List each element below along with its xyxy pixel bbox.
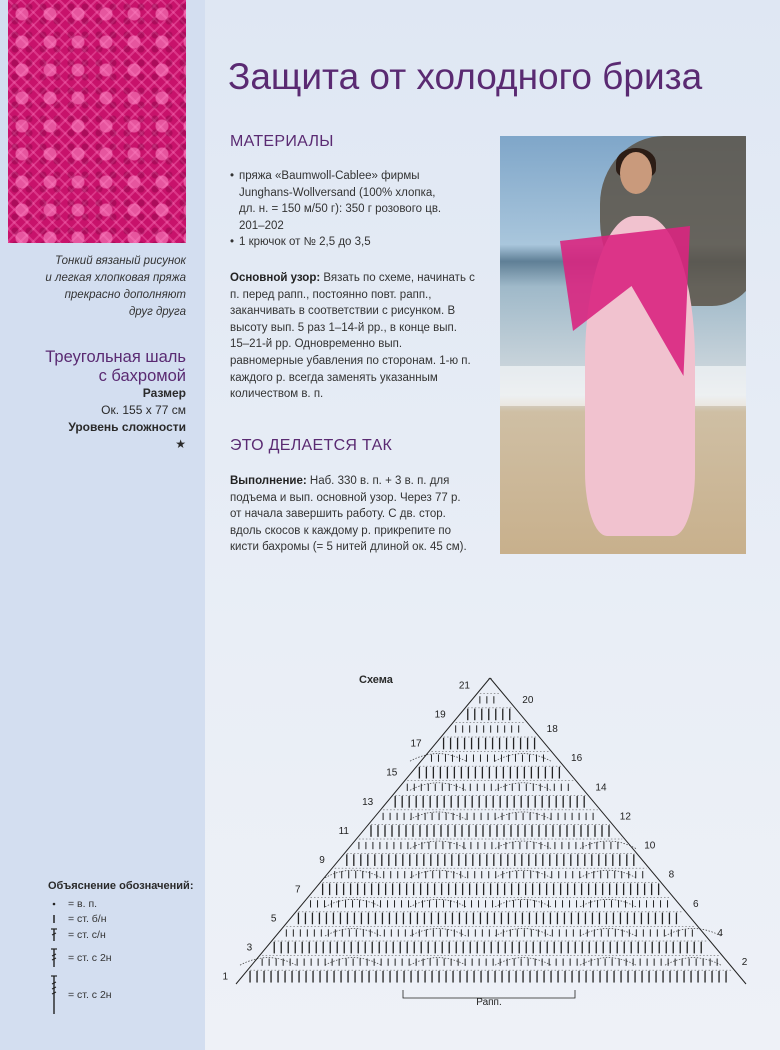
legend-item	[48, 948, 112, 968]
row-number-right: 14	[595, 782, 607, 794]
row-number-right: 18	[546, 724, 558, 735]
repeat-label: Рапп.	[476, 997, 502, 1008]
legend-item	[48, 898, 97, 910]
row-number-left: 11	[338, 826, 349, 837]
size-label: Размер	[142, 386, 186, 400]
caption-line: и легкая хлопковая пряжа	[45, 272, 186, 284]
materials-item: • 1 крючок от № 2,5 до 3,5	[230, 234, 445, 251]
row-number-right: 16	[571, 753, 583, 765]
row-number-left: 15	[386, 767, 398, 779]
page-title: Защита от холодного бриза	[228, 56, 703, 97]
howto-body: Наб. 330 в. п. + 3 в. п. для подъема и вып. основной узор. Через 77 р. от начала завершить работу. С дв. стор. вдоль скосов к каждому р. прикрепите по кисти бахромы (= 5 нитей длиной ок. 45 см).	[230, 475, 467, 554]
row-number-right: 2	[741, 957, 748, 969]
legend-text: = ст. б/н	[68, 913, 107, 925]
materials-heading: МАТЕРИАЛЫ	[230, 133, 334, 150]
single-crochet-icon	[48, 913, 68, 925]
legend-text: = ст. с 2н	[68, 951, 112, 964]
legend-item	[48, 928, 106, 942]
difficulty-star-icon: ★	[175, 437, 186, 451]
row-number-left: 17	[410, 738, 422, 750]
legend-title: Объяснение обозначений:	[48, 880, 194, 892]
main-pattern-label: Основной узор:	[230, 272, 321, 284]
row-number-right: 6	[692, 898, 699, 910]
shawl-title-line: с бахромой	[98, 367, 186, 385]
chart-title: Схема	[359, 674, 393, 686]
row-number-left: 21	[458, 680, 470, 692]
legend-text: = ст. с/н	[68, 928, 106, 941]
howto-label: Выполнение:	[230, 475, 307, 487]
double-treble-crochet-icon	[48, 975, 68, 1015]
row-number-right: 12	[619, 811, 631, 823]
chain-arc	[580, 958, 636, 966]
row-number-left: 3	[246, 942, 253, 954]
chain-arc	[325, 929, 381, 937]
chart-right-edge	[490, 678, 746, 984]
caption-line: друг друга	[128, 306, 186, 318]
chain-arc	[410, 841, 466, 849]
chain-arc	[665, 929, 721, 937]
legend-text: = в. п.	[68, 898, 98, 910]
chain-arc	[325, 870, 381, 878]
double-crochet-icon	[48, 928, 68, 942]
row-number-left: 13	[362, 796, 374, 808]
shawl-title-line: Треугольная шаль	[45, 348, 186, 366]
howto-heading: ЭТО ДЕЛАЕТСЯ ТАК	[230, 437, 393, 454]
shawl-title	[20, 348, 186, 386]
row-number-left: 7	[295, 884, 301, 896]
row-number-right: 10	[644, 840, 656, 852]
howto-text	[230, 473, 468, 556]
main-pattern-text	[230, 270, 475, 403]
row-number-right: 4	[717, 928, 723, 939]
row-number-left: 9	[319, 855, 325, 867]
chain-arc	[495, 783, 551, 791]
row-number-left: 19	[434, 709, 446, 721]
chain-arc	[580, 899, 636, 907]
materials-list	[230, 168, 445, 251]
chain-arc	[495, 841, 551, 849]
chain-arc	[410, 958, 466, 966]
materials-item: • пряжа «Baumwoll-Cablee» фирмы Junghans-Wollversand (100% хлопка, дл. н. = 150 м/50 г): 350 г розового цв. 201–202	[230, 168, 445, 234]
chain-dot-icon	[48, 898, 68, 910]
legend-text: = ст. с 2н	[68, 988, 112, 1001]
chain-arc	[665, 958, 721, 966]
chain-arc	[495, 870, 551, 878]
size-value: Ок. 155 x 77 см	[101, 403, 186, 417]
row-number-left: 5	[270, 913, 277, 925]
chain-arc	[240, 958, 296, 966]
legend-item	[48, 913, 107, 925]
row-number-left: 1	[222, 971, 229, 983]
beach-model-photo	[500, 136, 746, 554]
caption-line: Тонкий вязаный рисунок	[55, 255, 186, 267]
lace-closeup-photo	[8, 0, 186, 243]
chart-left-edge	[236, 678, 490, 984]
row-number-right: 20	[522, 694, 534, 706]
chain-arc	[410, 929, 466, 937]
row-number-right: 8	[668, 869, 675, 881]
photo-caption	[20, 253, 186, 321]
difficulty-label: Уровень сложности	[68, 420, 186, 434]
crochet-chart	[218, 668, 758, 1013]
caption-line: прекрасно дополняют	[64, 289, 186, 301]
main-pattern-body: Вязать по схеме, начинать с п. перед рапп., постоянно повт. рапп., заканчивать в соответствии с рисунком. В высоту вып. 5 раз 1–14-й рр., в конце вып. 15–21-й рр. Одновременно вып. равномерные убавления по сторонам. 1-ю п. каждого р. всегда заменять указанным количеством в. п.	[230, 272, 475, 401]
chain-arc	[495, 899, 551, 907]
chain-arc	[410, 783, 466, 791]
legend-item	[48, 975, 112, 1015]
chain-arc	[495, 754, 551, 762]
treble-crochet-icon	[48, 948, 68, 968]
